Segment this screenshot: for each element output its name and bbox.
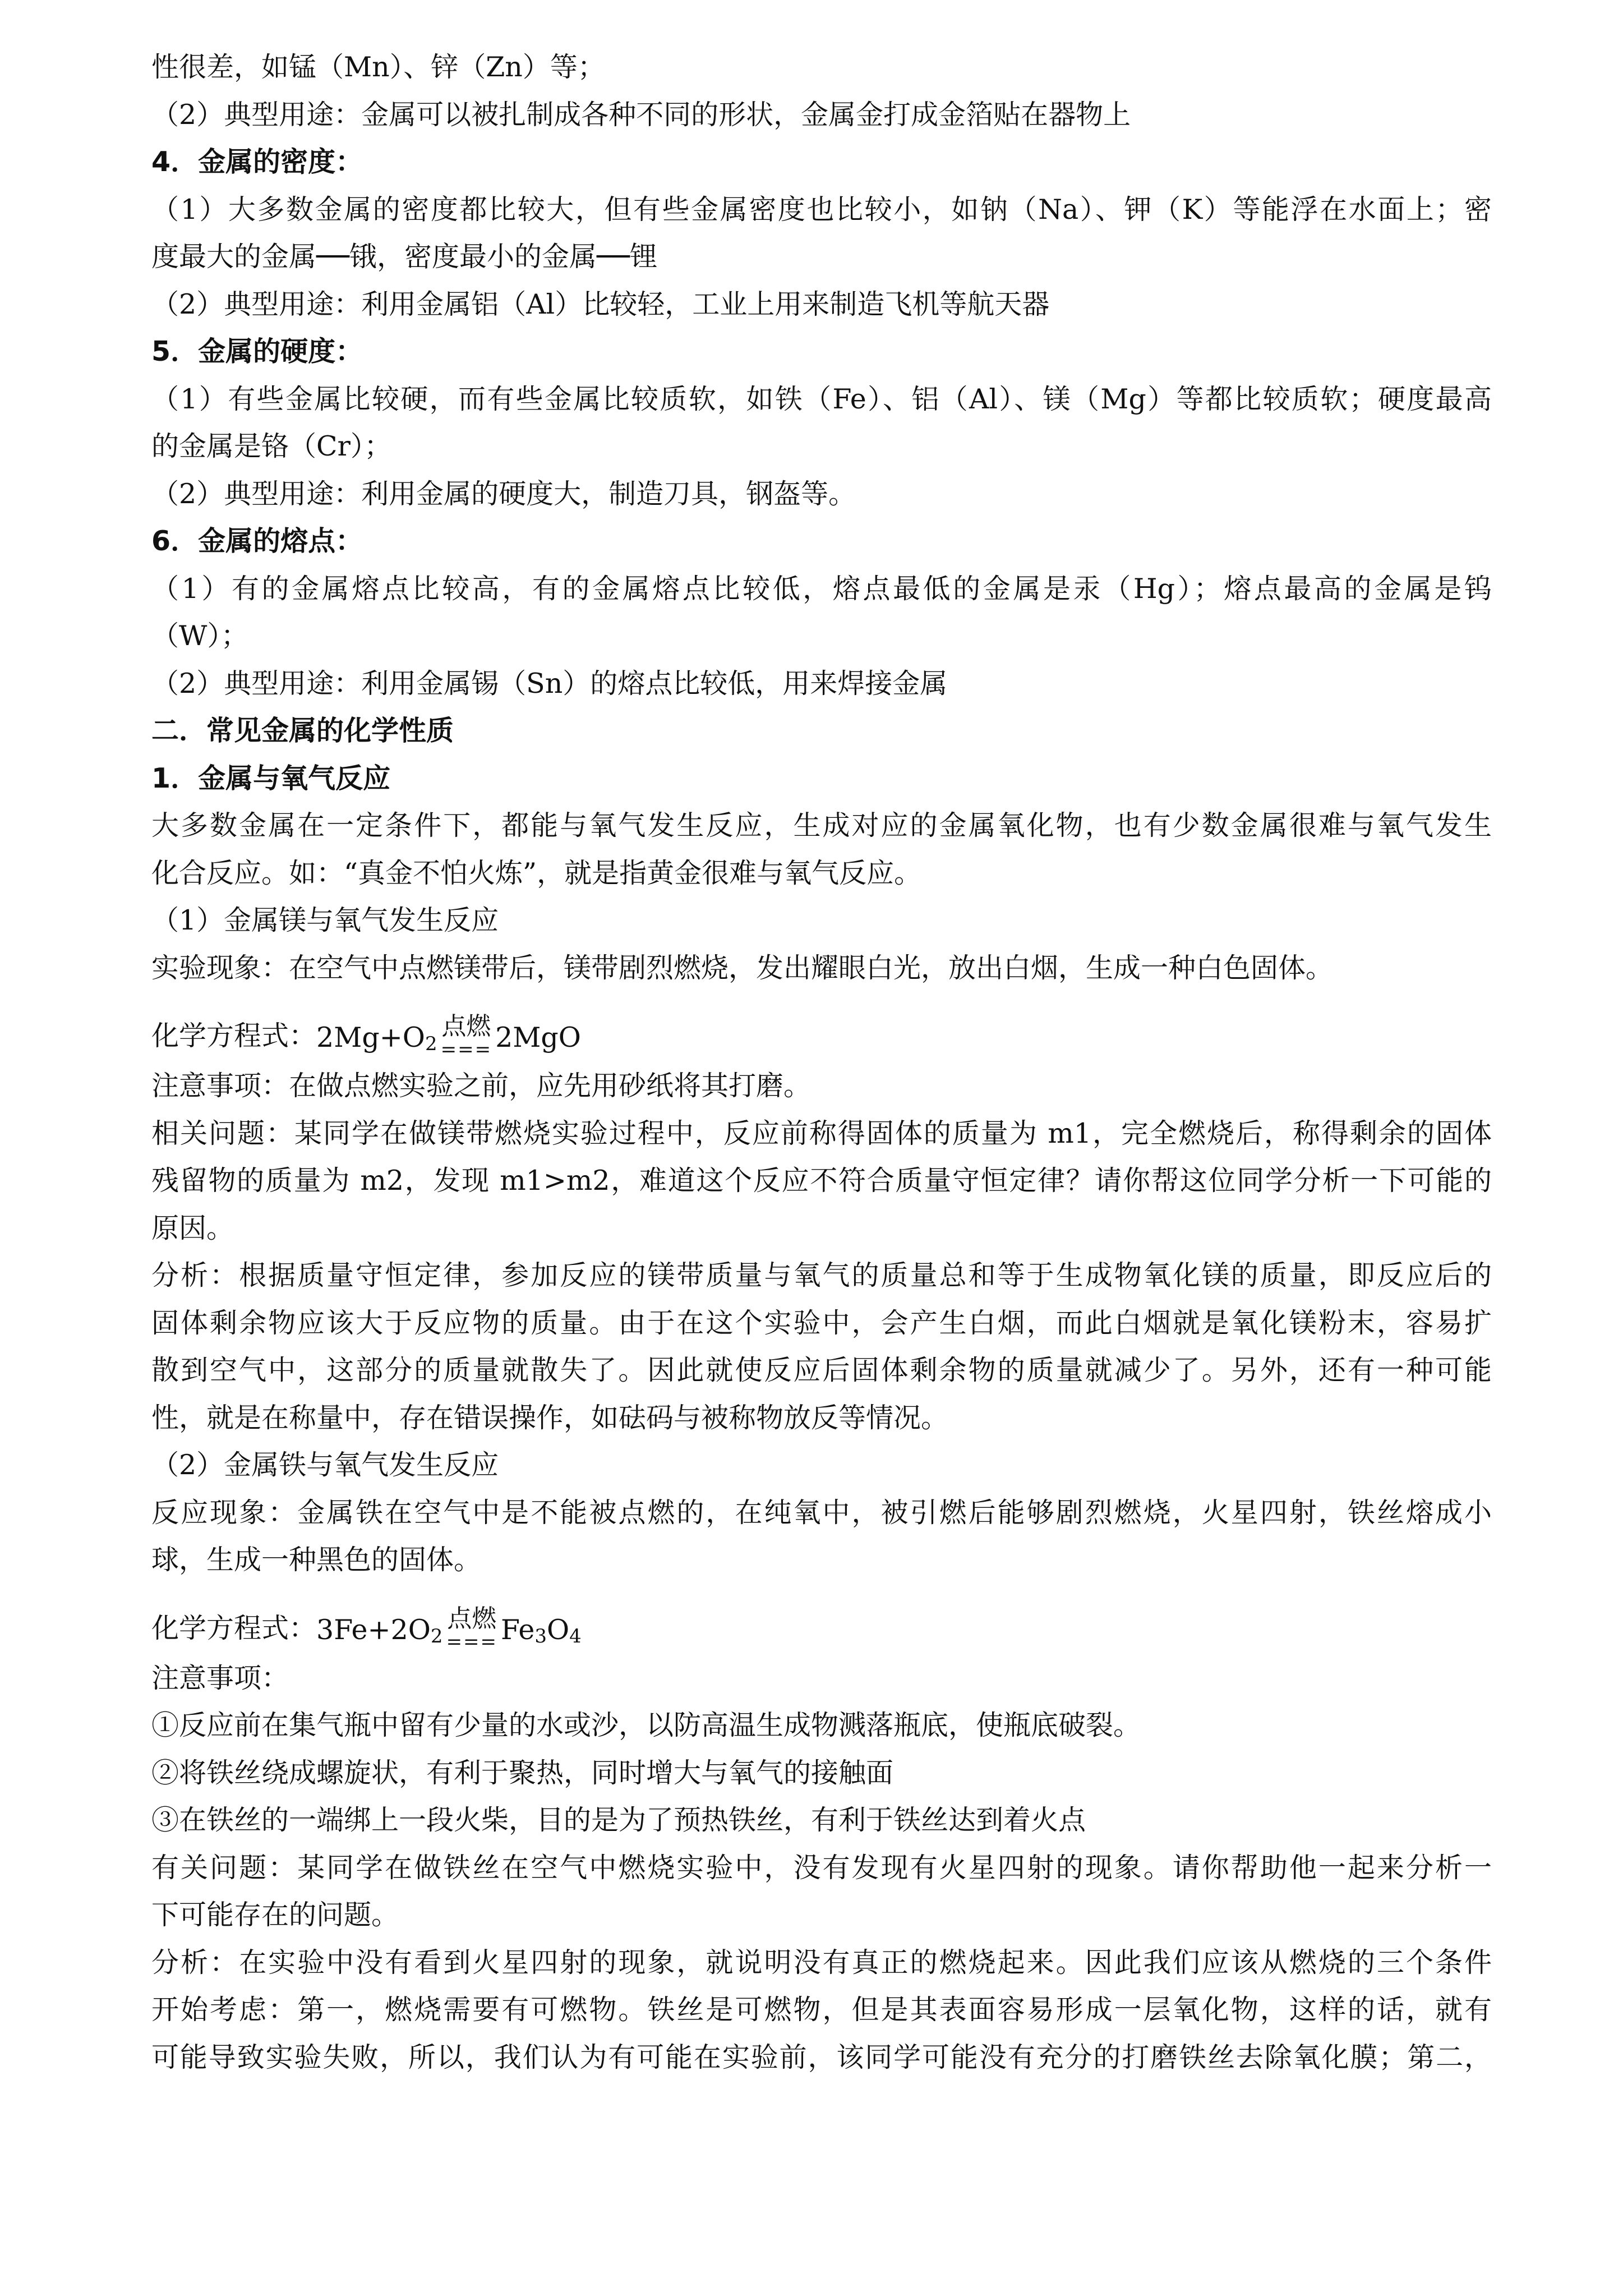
text-line: 有关问题：某同学在做铁丝在空气中燃烧实验中，没有发现有火星四射的现象。请你帮助他一起来分析一 xyxy=(151,1851,1492,1884)
section-heading: 5．金属的硬度： xyxy=(151,335,363,367)
text-line: 化合反应。如：“真金不怕火炼”，就是指黄金很难与氧气反应。 xyxy=(151,857,922,889)
document-page xyxy=(151,44,1492,2081)
text-line: （1）有的金属熔点比较高，有的金属熔点比较低，熔点最低的金属是汞（Hg）；熔点最高的金属是钨 xyxy=(151,572,1492,605)
text-line: （2）典型用途：利用金属锡（Sn）的熔点比较低，用来焊接金属 xyxy=(151,667,948,700)
equation-label: 化学方程式： xyxy=(151,1020,317,1052)
text-line: 注意事项： xyxy=(151,1662,289,1694)
text-line: 反应现象：金属铁在空气中是不能被点燃的，在纯氧中，被引燃后能够剧烈燃烧，火星四射，铁丝熔成小 xyxy=(151,1496,1492,1529)
text-line: 度最大的金属──锇，密度最小的金属──锂 xyxy=(151,241,658,273)
chemical-equation-fe xyxy=(151,1584,1492,1655)
text-line: （1）有些金属比较硬，而有些金属比较质软，如铁（Fe）、铝（Al）、镁（Mg）等都比较质软；硬度最高 xyxy=(151,383,1492,415)
text-line: 的金属是铬（Cr）； xyxy=(151,430,392,462)
section-heading: 4．金属的密度： xyxy=(151,146,363,178)
text-line: （W）； xyxy=(151,620,248,652)
text-line: 下可能存在的问题。 xyxy=(151,1899,399,1931)
text-line: ①反应前在集气瓶中留有少量的水或沙，以防高温生成物溅落瓶底，使瓶底破裂。 xyxy=(151,1709,1141,1741)
chemical-equation-mg xyxy=(151,992,1492,1062)
section-heading: 1．金属与氧气反应 xyxy=(151,762,391,794)
text-line: 性很差，如锰（Mn）、锌（Zn）等； xyxy=(151,51,605,83)
text-line: 散到空气中，这部分的质量就散失了。因此就使反应后固体剩余物的质量就减少了。另外，还有一种可能 xyxy=(151,1354,1492,1386)
chapter-heading: 二．常见金属的化学性质 xyxy=(151,715,454,747)
text-line: 固体剩余物应该大于反应物的质量。由于在这个实验中，会产生白烟，而此白烟就是氧化镁粉末，容易扩 xyxy=(151,1306,1492,1339)
text-line: 大多数金属在一定条件下，都能与氧气发生反应，生成对应的金属氧化物，也有少数金属很难与氧气发生 xyxy=(151,809,1492,841)
reaction-condition: 点燃 === xyxy=(440,1012,492,1061)
text-line: 可能导致实验失败，所以，我们认为有可能在实验前，该同学可能没有充分的打磨铁丝去除氧化膜；第二， xyxy=(151,2041,1492,2073)
equation-label: 化学方程式： xyxy=(151,1612,317,1644)
equation-reactants: $3Fe+2O_2$ xyxy=(316,1613,443,1648)
text-line: 分析：根据质量守恒定律，参加反应的镁带质量与氧气的质量总和等于生成物氧化镁的质量，即反应后的 xyxy=(151,1259,1492,1291)
text-line: （1）金属镁与氧气发生反应 xyxy=(151,904,499,936)
section-heading: 6．金属的熔点： xyxy=(151,525,363,557)
equation-reactants: $2Mg+O_2$ xyxy=(316,1022,437,1055)
text-line: 实验现象：在空气中点燃镁带后，镁带剧烈燃烧，发出耀眼白光，放出白烟，生成一种白色固体。 xyxy=(151,951,1334,984)
text-line: 注意事项：在做点燃实验之前，应先用砂纸将其打磨。 xyxy=(151,1070,811,1102)
reaction-condition: 点燃 === xyxy=(446,1604,498,1653)
text-line: ②将铁丝绕成螺旋状，有利于聚热，同时增大与氧气的接触面 xyxy=(151,1756,894,1789)
text-line: ③在铁丝的一端绑上一段火柴，目的是为了预热铁丝，有利于铁丝达到着火点 xyxy=(151,1804,1086,1836)
text-line: 相关问题：某同学在做镁带燃烧实验过程中，反应前称得固体的质量为 m1，完全燃烧后，称得剩余的固体 xyxy=(151,1117,1492,1149)
text-line: 开始考虑：第一，燃烧需要有可燃物。铁丝是可燃物，但是其表面容易形成一层氧化物，这样的话，就有 xyxy=(151,1994,1492,2026)
text-line: 残留物的质量为 m2，发现 m1>m2，难道这个反应不符合质量守恒定律？请你帮这位同学分析一下可能的 xyxy=(151,1165,1492,1197)
text-line: 分析：在实验中没有看到火星四射的现象，就说明没有真正的燃烧起来。因此我们应该从燃烧的三个条件 xyxy=(151,1946,1492,1978)
text-line: （2）典型用途：金属可以被扎制成各种不同的形状，金属金打成金箔贴在器物上 xyxy=(151,98,1131,131)
text-line: （1）大多数金属的密度都比较大，但有些金属密度也比较小，如钠（Na）、钾（K）等能浮在水面上；密 xyxy=(151,193,1492,226)
equation-product: 2MgO xyxy=(495,1022,581,1053)
text-line: （2）典型用途：利用金属的硬度大，制造刀具，钢盔等。 xyxy=(151,477,856,510)
text-line: 原因。 xyxy=(151,1212,234,1244)
text-line: （2）典型用途：利用金属铝（Al）比较轻，工业上用来制造飞机等航天器 xyxy=(151,288,1050,320)
text-line: （2）金属铁与氧气发生反应 xyxy=(151,1449,499,1481)
equation-product: $Fe_3O_4$ xyxy=(501,1613,582,1648)
text-line: 性，就是在称量中，存在错误操作，如砝码与被称物放反等情况。 xyxy=(151,1401,949,1434)
text-line: 球，生成一种黑色的固体。 xyxy=(151,1544,482,1576)
